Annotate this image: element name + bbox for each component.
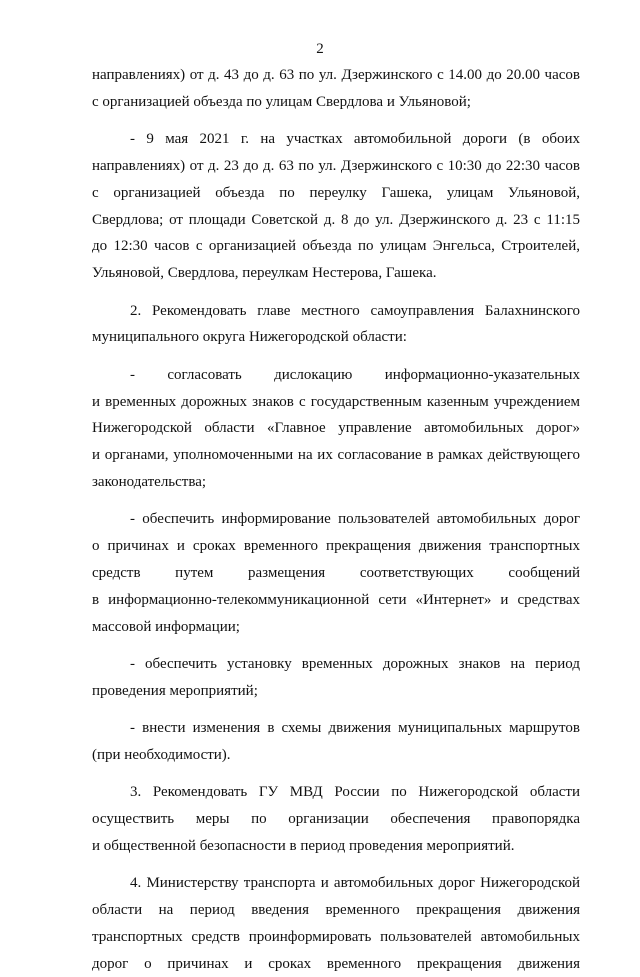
text-line: направлениях) от д. 43 до д. 63 по ул. Дзержинского с 14.00 до 20.00 часов (92, 67, 580, 83)
text-line: - 9 мая 2021 г. на участках автомобильной дороги (в обоих (130, 131, 580, 148)
text-line: и временных дорожных знаков с государственным казенным учреждением (92, 393, 580, 410)
paragraph-item-4 (92, 870, 580, 977)
text-line: массовой информации; (92, 618, 240, 635)
text-line: 3. Рекомендовать ГУ МВД России по Нижегородской области (130, 784, 580, 801)
text-line: Нижегородской области «Главное управление автомобильных дорог» (92, 420, 580, 437)
paragraph-item-2 (92, 298, 580, 352)
paragraph-continuation (92, 62, 580, 116)
document-body (92, 62, 580, 977)
paragraph-install-signs (92, 651, 580, 705)
paragraph-route-changes (92, 715, 580, 769)
text-line: области на период введения временного прекращения движения (92, 902, 580, 919)
text-line: муниципального округа Нижегородской области: (92, 329, 407, 346)
text-line: - обеспечить установку временных дорожных знаков на период (130, 655, 580, 672)
text-line: законодательства; (92, 473, 207, 490)
text-line: и органами, уполномоченными на их согласование в рамках действующего (92, 447, 580, 464)
text-line: - обеспечить информирование пользователей автомобильных дорог (130, 511, 580, 528)
text-line: Ульяновой, Свердлова, переулкам Нестерова, Гашека. (92, 265, 437, 282)
text-line: транспортных средств проинформировать пользователей автомобильных (92, 928, 580, 945)
text-line: 4. Министерству транспорта и автомобильных дорог Нижегородской (130, 875, 580, 892)
text-line: проведения мероприятий; (92, 682, 258, 699)
text-line: в информационно-телекоммуникационной сети «Интернет» и средствах (92, 591, 580, 608)
paragraph-may-9 (92, 126, 580, 287)
paragraph-item-3 (92, 779, 580, 859)
page-number: 2 (316, 41, 324, 57)
text-line: с организацией объезда по улицам Свердлова и Ульяновой; (92, 93, 471, 110)
text-line: 2. Рекомендовать главе местного самоуправления Балахнинского (130, 302, 580, 319)
text-line: Свердлова; от площади Советской д. 8 до ул. Дзержинского д. 23 с 11:15 (92, 211, 580, 228)
text-line: о причинах и сроках временного прекращения движения транспортных (92, 538, 580, 555)
text-line: - согласовать дислокацию информационно-указательных (130, 366, 580, 383)
text-line: - внести изменения в схемы движения муниципальных маршрутов (130, 720, 580, 737)
text-line: направлениях) от д. 23 до д. 63 по ул. Дзержинского с 10:30 до 22:30 часов (92, 157, 580, 174)
text-line: средств путем размещения соответствующих сообщений (92, 564, 580, 581)
text-line: до 12:30 часов с организацией объезда по улицам Энгельса, Строителей, (92, 238, 580, 255)
text-line: дорог о причинах и сроках временного прекращения движения (92, 955, 580, 972)
paragraph-agree-signs (92, 362, 580, 496)
text-line: и общественной безопасности в период проведения мероприятий. (92, 837, 515, 854)
paragraph-inform-users (92, 506, 580, 640)
text-line: с организацией объезда по переулку Гашека, улицам Ульяновой, (92, 184, 580, 201)
text-line: (при необходимости). (92, 746, 231, 763)
text-line: осуществить меры по организации обеспечения правопорядка (92, 811, 580, 828)
